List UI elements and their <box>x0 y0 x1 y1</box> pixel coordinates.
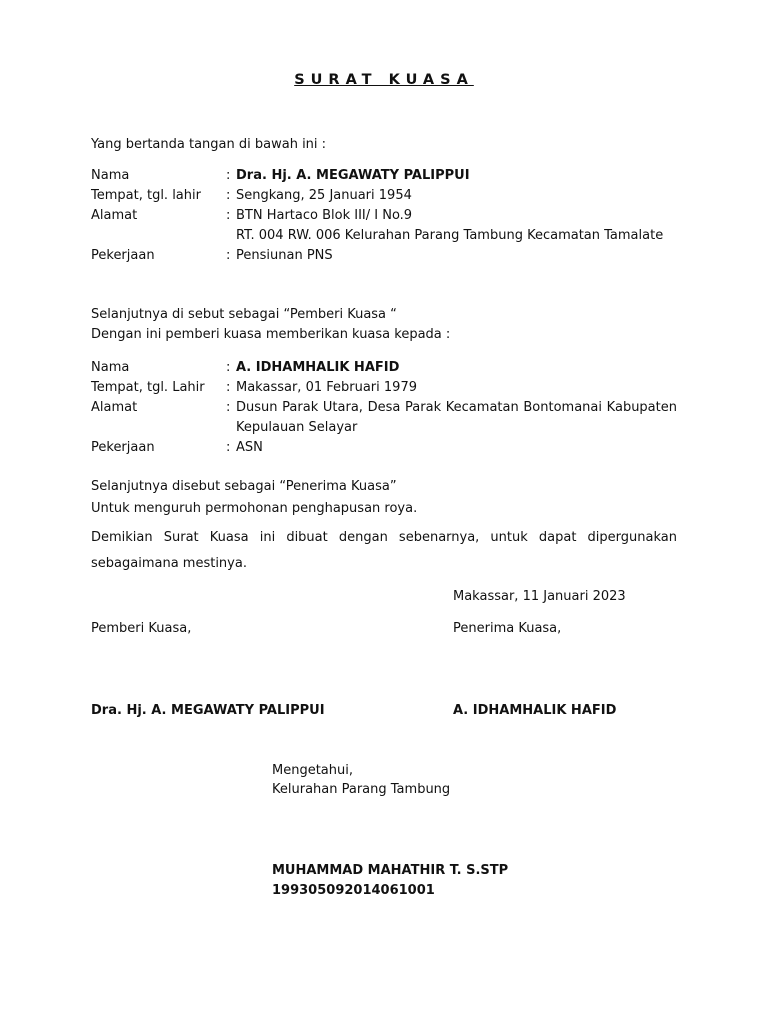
giver-alamat-value <box>236 206 677 246</box>
witness-label: Mengetahui, <box>272 763 353 778</box>
colon: : <box>226 168 231 183</box>
colon: : <box>226 380 231 395</box>
receiver-signature-name: A. IDHAMHALIK HAFID <box>453 703 617 718</box>
giver-alamat-line-2: RT. 004 RW. 006 Kelurahan Parang Tambung Kecamatan Tamalate <box>236 228 664 243</box>
giver-pekerjaan-label: Pekerjaan <box>91 248 155 263</box>
receiver-role-text: Selanjutnya disebut sebagai “Penerima Kuasa” <box>91 479 397 494</box>
giver-nama-row <box>91 166 677 186</box>
giver-ttl-row <box>91 186 677 206</box>
giver-nama-value: Dra. Hj. A. MEGAWATY PALIPPUI <box>236 168 470 183</box>
receiver-alamat-row <box>91 398 677 438</box>
giver-signature-name: Dra. Hj. A. MEGAWATY PALIPPUI <box>91 703 325 718</box>
giver-role-text: Selanjutnya di sebut sebagai “Pemberi Kuasa “ <box>91 307 397 322</box>
giver-signature-label: Pemberi Kuasa, <box>91 621 192 636</box>
colon: : <box>226 360 231 375</box>
witness-nip: 199305092014061001 <box>272 883 435 898</box>
colon: : <box>226 400 231 415</box>
giver-alamat-row <box>91 206 677 246</box>
receiver-pekerjaan-label: Pekerjaan <box>91 440 155 455</box>
giver-details <box>91 166 677 266</box>
giver-alamat-label: Alamat <box>91 208 138 223</box>
giver-pekerjaan-row <box>91 246 677 266</box>
receiver-alamat-label: Alamat <box>91 400 138 415</box>
receiver-nama-row <box>91 358 677 378</box>
giver-pekerjaan-value: Pensiunan PNS <box>236 248 333 263</box>
receiver-signature-label: Penerima Kuasa, <box>453 621 562 636</box>
witness-name: MUHAMMAD MAHATHIR T. S.STP <box>272 863 509 878</box>
receiver-ttl-value: Makassar, 01 Februari 1979 <box>236 380 417 395</box>
intro-text: Yang bertanda tangan di bawah ini : <box>91 137 327 152</box>
colon: : <box>226 208 231 223</box>
witness-office: Kelurahan Parang Tambung <box>272 782 451 797</box>
purpose-text: Untuk menguruh permohonan penghapusan roya. <box>91 501 418 516</box>
place-date: Makassar, 11 Januari 2023 <box>453 589 626 604</box>
giver-alamat-line-1: BTN Hartaco Blok III/ I No.9 <box>236 208 413 223</box>
receiver-pekerjaan-value: ASN <box>236 440 263 455</box>
receiver-details <box>91 358 677 458</box>
giver-nama-label: Nama <box>91 168 130 183</box>
colon: : <box>226 248 231 263</box>
colon: : <box>226 440 231 455</box>
receiver-nama-value: A. IDHAMHALIK HAFID <box>236 360 400 375</box>
closing-text: Demikian Surat Kuasa ini dibuat dengan sebenarnya, untuk dapat dipergunakan sebagaimana mestinya. <box>91 530 677 571</box>
receiver-alamat-value: Dusun Parak Utara, Desa Parak Kecamatan Bontomanai Kabupaten Kepulauan Selayar <box>236 400 677 435</box>
receiver-nama-label: Nama <box>91 360 130 375</box>
receiver-ttl-row <box>91 378 677 398</box>
receiver-ttl-label: Tempat, tgl. Lahir <box>91 380 205 395</box>
transition-text: Dengan ini pemberi kuasa memberikan kuasa kepada : <box>91 327 451 342</box>
receiver-pekerjaan-row <box>91 438 677 458</box>
giver-ttl-value: Sengkang, 25 Januari 1954 <box>236 188 412 203</box>
letter-title: SURAT KUASA <box>294 72 474 88</box>
colon: : <box>226 188 231 203</box>
giver-ttl-label: Tempat, tgl. lahir <box>91 188 201 203</box>
